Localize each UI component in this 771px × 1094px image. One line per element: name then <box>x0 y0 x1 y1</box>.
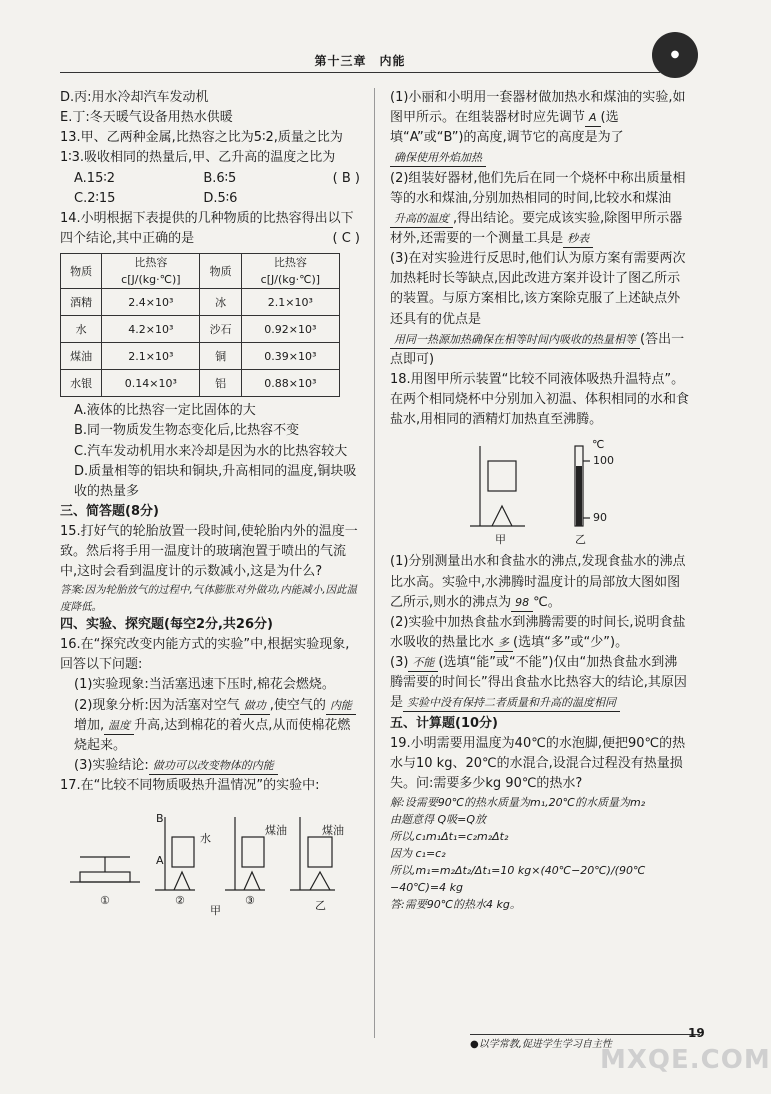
table-header: 物质 <box>200 254 241 289</box>
q16-part3: (3)实验结论: 做功可以改变物体的内能 <box>60 756 360 776</box>
q13-option: B.6∶5 <box>203 170 237 186</box>
figure-label: ① <box>100 894 110 908</box>
figure-label: B <box>156 812 164 826</box>
q15-question: 15.打好气的轮胎放置一段时间,使轮胎内外的温度一致。然后将手用一温度计的玻璃泡置于喷出的气流中,这时会看到温度计的示数减小,这是为什么? <box>60 524 358 580</box>
table-row <box>61 370 340 397</box>
figure-label: ③ <box>245 894 255 908</box>
q14-option: A.液体的比热容一定比固体的大 <box>74 403 256 419</box>
table-cell: 铝 <box>200 370 241 397</box>
figure-label: 水 <box>200 832 211 846</box>
table-cell: 2.1×10³ <box>102 343 200 370</box>
q13-option: C.2∶15 <box>74 190 116 206</box>
left-column <box>60 88 360 918</box>
q18-figure <box>390 436 690 546</box>
q12-option-d: D.丙:用水冷却汽车发动机 <box>60 90 209 105</box>
section-3-title: 三、简答题(8分) <box>60 503 159 519</box>
answer-blank: 内能 <box>326 697 356 715</box>
q16-part1: (1)实验现象:当活塞迅速下压时,棉花会燃烧。 <box>74 677 335 693</box>
solution-line: 由题意得 Q吸=Q放 <box>390 813 487 827</box>
q14-option: B.同一物质发生物态变化后,比热容不变 <box>74 423 300 439</box>
figure-label: 乙 <box>315 899 326 913</box>
q18-part1: (1)分别测量出水和食盐水的沸点,发现食盐水的沸点比水高。实验中,水沸腾时温度计的局部放大图如图乙所示,则水的沸点为 98 ℃。 <box>390 552 690 612</box>
figure-label: 煤油 <box>322 824 344 838</box>
page-header <box>60 49 680 73</box>
answer-blank: A <box>585 109 601 127</box>
right-column <box>390 88 690 913</box>
chapter-title: 第十三章 内能 <box>314 54 406 68</box>
page-number: 19 <box>688 1026 705 1040</box>
answer-blank: 多 <box>494 634 513 652</box>
boiling-apparatus-diagram <box>390 436 690 546</box>
figure-label: 100 <box>593 454 614 468</box>
q17-figure <box>60 802 360 918</box>
answer-blank: 确保使用外焰加热 <box>390 149 486 167</box>
section-5-title: 五、计算题(10分) <box>390 715 498 731</box>
q14-question: 14.小明根据下表提供的几种物质的比热容得出以下四个结论,其中正确的是 ( C ) <box>60 209 360 249</box>
solution-line: 解:设需要90℃的热水质量为m₁,20℃的水质量为m₂ <box>390 796 646 810</box>
mascot-logo: ● <box>652 32 698 78</box>
table-cell: 铜 <box>200 343 241 370</box>
q16-part2: (2)现象分析:因为活塞对空气 做功 ,使空气的 内能增加, 温度 升高,达到棉花的着火点,从而使棉花燃烧起来。 <box>60 696 360 756</box>
q17-part1: (1)小丽和小明用一套器材做加热水和煤油的实验,如图甲所示。在组装器材时应先调节 A (选填“A”或“B”)的高度,调节它的高度是为了确保使用外焰加热 <box>390 88 690 169</box>
table-cell: 煤油 <box>61 343 102 370</box>
table-cell: 0.92×10³ <box>241 316 339 343</box>
figure-label: ② <box>175 894 185 908</box>
q14-answer: ( C ) <box>332 230 360 246</box>
table-cell: 沙石 <box>200 316 241 343</box>
section-4-title: 四、实验、探究题(每空2分,共26分) <box>60 617 273 633</box>
column-divider <box>374 88 375 1038</box>
figure-label: A <box>156 854 164 868</box>
footer-slogan: ●以学常教,促进学生学习自主性 <box>470 1034 700 1053</box>
answer-blank: 秒表 <box>563 230 593 248</box>
table-header: 比热容 c[J/(kg·℃)] <box>102 254 200 289</box>
solution-line: 答:需要90℃的热水4 kg。 <box>390 898 521 912</box>
q14-option: D.质量相等的铝块和铜块,升高相同的温度,铜块吸收的热量多 <box>74 463 357 499</box>
answer-blank: 温度 <box>104 717 134 735</box>
table-cell: 冰 <box>200 289 241 316</box>
q15-answer: 答案:因为轮胎放气的过程中,气体膨胀对外做功,内能减小,因此温度降低。 <box>60 584 358 613</box>
table-header-row <box>61 254 340 289</box>
figure-label: 甲 <box>210 904 221 918</box>
q17-part3: (3)在对实验进行反思时,他们认为原方案有需要两次加热耗时长等缺点,因此改进方案并设计了图乙所示的装置。与原方案相比,该方案除克服了上述缺点外还具有的优点是用同一热源加热确保在相等时间内吸收的热量相等 (答出一点即可) <box>390 251 686 367</box>
figure-label: 乙 <box>575 533 586 547</box>
q14-option: C.汽车发动机用水来冷却是因为水的比热容较大 <box>74 443 348 459</box>
table-header: 比热容 c[J/(kg·℃)] <box>241 254 339 289</box>
q18-part2: (2)实验中加热食盐水到沸腾需要的时间长,说明食盐水吸收的热量比水 多 (选填“多”或“少”)。 <box>390 613 690 653</box>
answer-blank: 不能 <box>408 654 438 672</box>
q13-answer: ( B ) <box>332 170 360 186</box>
table-cell: 2.1×10³ <box>241 289 339 316</box>
table-cell: 2.4×10³ <box>102 289 200 316</box>
answer-blank: 做功可以改变物体的内能 <box>149 757 278 775</box>
q17-part2: (2)组装好器材,他们先后在同一个烧杯中称出质量相等的水和煤油,分别加热相同的时间,比较水和煤油升高的温度 ,得出结论。要完成该实验,除图甲所示器材外,还需要的一个测量工具是 秒表 <box>390 169 690 250</box>
q13-options <box>60 169 333 209</box>
q13-option: A.15∶2 <box>74 170 115 186</box>
answer-blank: 做功 <box>240 697 270 715</box>
q18-part3: (3) 不能 (选填“能”或“不能”)仅由“加热食盐水到沸腾需要的时间长”得出食盐水比热容大的结论,其原因是 实验中没有保持二者质量和升高的温度相同 <box>390 653 690 713</box>
table-row <box>61 343 340 370</box>
solution-line: 所以,c₁m₁Δt₁=c₂m₂Δt₂ <box>390 830 509 844</box>
table-cell: 0.14×10³ <box>102 370 200 397</box>
watermark: MXQE.COM <box>600 1045 771 1075</box>
table-cell: 水 <box>61 316 102 343</box>
specific-heat-table <box>60 253 340 397</box>
q12-option-e: E.丁:冬天暖气设备用热水供暖 <box>60 110 233 126</box>
answer-blank: 用同一热源加热确保在相等时间内吸收的热量相等 <box>390 331 640 349</box>
q14-options <box>60 401 360 502</box>
answer-blank: 实验中没有保持二者质量和升高的温度相同 <box>403 694 620 712</box>
table-header: 物质 <box>61 254 102 289</box>
q18-question: 18.用图甲所示装置“比较不同液体吸热升温特点”。在两个相同烧杯中分别加入初温、体积相同的水和食盐水,用相同的酒精灯加热直至沸腾。 <box>390 371 690 428</box>
q13-question: 13.甲、乙两种金属,比热容之比为5∶2,质量之比为1∶3.吸收相同的热量后,甲、乙升高的温度之比为 ( B ) <box>60 128 360 168</box>
figure-label: 甲 <box>495 533 506 547</box>
answer-blank: 98 <box>511 594 533 612</box>
figure-label: 90 <box>593 511 607 525</box>
solution-line: 所以,m₁=m₂Δt₂/Δt₁=10 kg×(40℃−20℃)/(90℃−40℃)=4 kg <box>390 864 646 895</box>
q16-question: 16.在“探究改变内能方式的实验”中,根据实验现象,回答以下问题: <box>60 637 350 673</box>
table-cell: 0.88×10³ <box>241 370 339 397</box>
table-row <box>61 316 340 343</box>
table-cell: 酒精 <box>61 289 102 316</box>
figure-label: 煤油 <box>265 824 287 838</box>
q17-question: 17.在“比较不同物质吸热升温情况”的实验中: <box>60 778 320 794</box>
table-cell: 0.39×10³ <box>241 343 339 370</box>
solution-line: 因为 c₁=c₂ <box>390 847 446 861</box>
table-cell: 水银 <box>61 370 102 397</box>
q19-question: 19.小明需要用温度为40℃的水泡脚,便把90℃的热水与10 kg、20℃的水混合,设混合过程没有热量损失。问:需要多少kg 90℃的热水? <box>390 735 686 791</box>
table-row <box>61 289 340 316</box>
figure-label: ℃ <box>592 438 605 452</box>
q13-option: D.5∶6 <box>203 190 238 206</box>
table-cell: 4.2×10³ <box>102 316 200 343</box>
answer-blank: 升高的温度 <box>390 210 453 228</box>
